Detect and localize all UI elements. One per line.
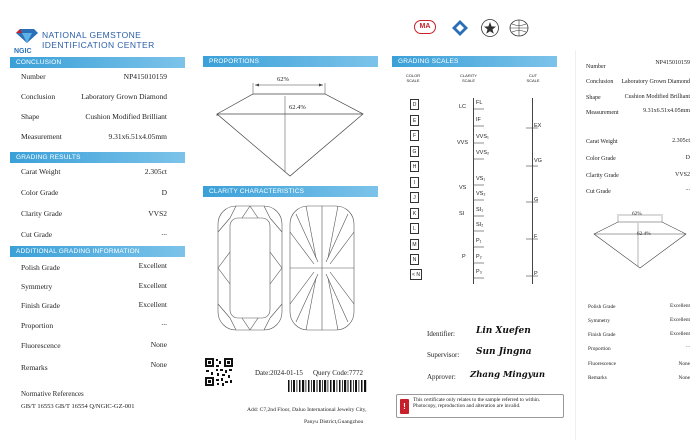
r-polish-value: Excellent	[669, 303, 690, 309]
finish-label: Finish Grade	[21, 301, 60, 310]
color-scale-k: K	[410, 208, 419, 219]
table-percent: 62%	[277, 76, 289, 83]
proportion-value: ...	[161, 318, 167, 327]
shape-label: Shape	[21, 112, 40, 121]
r-measurement-value: 9.31x6.51x4.05mm	[643, 108, 690, 114]
clarity-label: Clarity Grade	[21, 209, 63, 218]
identifier-signature: Lin Xuefen	[476, 326, 531, 336]
number-label: Number	[21, 72, 46, 81]
r-fluorescence-label: Fluorescence	[588, 361, 616, 367]
r-carat-value: 2.305ct	[672, 138, 690, 144]
normative-title: Normative References	[21, 390, 84, 398]
normative-refs: GB/T 16553 GB/T 16554 Q/NGIC-GZ-001	[21, 403, 135, 410]
cut-f: F	[534, 234, 538, 240]
panel-divider	[575, 50, 576, 440]
diamond-logo-icon	[14, 28, 40, 44]
proportion-label: Proportion	[21, 321, 54, 330]
warning-icon: !	[400, 399, 409, 414]
barcode-icon	[288, 380, 368, 392]
r-remarks-value: None	[678, 375, 690, 381]
measurement-value: 9.31x6.51x4.05mm	[108, 132, 167, 141]
org-line1: NATIONAL GEMSTONE	[42, 30, 142, 40]
cut-label: Cut Grade	[21, 230, 53, 239]
r-symmetry-label: Symmetry	[588, 318, 611, 324]
clarity-si2: SI₂	[476, 222, 484, 228]
r-conclusion-label: Conclusion	[586, 79, 614, 85]
r-number-label: Number	[586, 64, 606, 70]
org-line2: IDENTIFICATION CENTER	[42, 40, 155, 50]
approver-label: Approver:	[427, 373, 456, 381]
clarity-vs: VS	[459, 185, 467, 191]
finish-value: Excellent	[138, 300, 167, 309]
supervisor-signature: Sun Jingna	[476, 347, 532, 357]
r-measurement-label: Measurement	[586, 110, 619, 116]
r-polish-label: Polish Grade	[588, 304, 616, 310]
address-line1: Add: C7,2nd Floor, Daluo International Jewelry City,	[247, 407, 367, 413]
grading-results-bar: GRADING RESULTS	[10, 152, 185, 163]
clarity-vs1: VS₁	[476, 176, 486, 182]
clarity-value: VVS2	[148, 209, 167, 218]
clarity-scale-head: CLARITY SCALE	[460, 73, 477, 83]
identifier-label: Identifier:	[427, 330, 455, 338]
conclusion-bar: CONCLUSION	[10, 57, 185, 68]
color-scale-m: M	[410, 239, 419, 250]
r-clarity-label: Clarity Grade	[586, 173, 619, 179]
proportions-diagram	[205, 72, 375, 182]
address-line2: Panyu District,Guangzhou	[304, 419, 364, 425]
r-clarity-value: VVS2	[674, 172, 690, 178]
clarity-si: SI	[459, 211, 465, 217]
remarks-label: Remarks	[21, 363, 48, 372]
certification-badges	[414, 18, 539, 40]
color-scale-n: N	[410, 254, 419, 265]
clarity-if: IF	[476, 117, 481, 123]
r-color-value: D	[685, 155, 690, 161]
cut-g: G	[534, 197, 539, 203]
proportions-bar: PROPORTIONS	[203, 56, 378, 67]
carat-label: Carat Weight	[21, 167, 61, 176]
r-proportion-label: Proportion	[588, 346, 611, 352]
cut-value: ...	[161, 228, 167, 237]
cma-badge-icon: MA	[414, 20, 436, 34]
color-scale-below-n: < N	[410, 269, 422, 280]
ngic-logo	[14, 28, 40, 55]
r-cut-label: Cut Grade	[586, 189, 611, 195]
shape-value: Cushion Modified Brilliant	[85, 112, 167, 121]
clarity-p1: P₁	[476, 238, 482, 244]
conclusion-label: Conclusion	[21, 92, 56, 101]
cut-ex: EX	[534, 123, 542, 129]
clarity-p: P	[462, 254, 466, 260]
clarity-vvs: VVS	[457, 140, 469, 146]
color-value: D	[161, 188, 167, 197]
color-scale-l: L	[410, 223, 419, 234]
color-scale-h: H	[410, 161, 419, 172]
clarity-fl: FL	[476, 100, 483, 106]
disclaimer-text: This certificate only relates to the sample referred to within. Photocopy, reproduction and alteration are invalid.	[413, 397, 541, 410]
r-cut-value: ...	[685, 186, 690, 192]
r-shape-label: Shape	[586, 95, 601, 101]
r-depth-percent: 62.4%	[637, 231, 651, 237]
r-table-percent: 62%	[632, 211, 642, 217]
clarity-lc: LC	[459, 104, 467, 110]
cut-vg: VG	[534, 158, 542, 164]
r-number-value: NP415010159	[655, 60, 690, 66]
diamond-badge-icon	[450, 18, 470, 38]
clarity-vvs1: VVS₁	[476, 134, 489, 140]
clarity-si1: SI₁	[476, 207, 484, 213]
symmetry-label: Symmetry	[21, 282, 53, 291]
r-symmetry-value: Excellent	[669, 317, 690, 323]
r-proportion-value: ...	[686, 343, 690, 349]
r-shape-value: Cushion Modified Brilliant	[624, 94, 690, 100]
r-finish-value: Excellent	[669, 331, 690, 337]
carat-value: 2.305ct	[144, 167, 167, 176]
polish-label: Polish Grade	[21, 263, 60, 272]
r-finish-label: Finish Grade	[588, 332, 616, 338]
clarity-characteristics-bar: CLARITY CHARACTERISTICS	[203, 186, 378, 197]
clarity-vs2: VS₂	[476, 191, 486, 197]
color-scale-head: COLOR SCALE	[405, 73, 421, 83]
cut-scale-head: CUT SCALE	[526, 73, 540, 83]
r-proportions-diagram	[588, 208, 692, 270]
org-name	[42, 30, 155, 50]
r-color-label: Color Grade	[586, 156, 616, 162]
measurement-label: Measurement	[21, 132, 62, 141]
clarity-plot-diagram	[212, 202, 362, 334]
number-value: NP415010159	[123, 72, 167, 81]
star-badge-icon	[480, 18, 500, 38]
r-carat-label: Carat Weight	[586, 139, 618, 145]
remarks-value: None	[150, 360, 167, 369]
symmetry-value: Excellent	[138, 281, 167, 290]
query-code: Query Code:7772	[313, 369, 363, 377]
report-date: Date:2024-01-15	[255, 369, 303, 377]
cut-p: P	[534, 271, 538, 277]
color-scale-i: I	[410, 177, 419, 188]
r-remarks-label: Remarks	[588, 375, 607, 381]
grading-scales-bar: GRADING SCALES	[392, 56, 557, 67]
approver-signature: Zhang Mingyun	[470, 370, 546, 380]
conclusion-value: Laboratory Grown Diamond	[81, 92, 167, 101]
clarity-p2: P₂	[476, 254, 482, 260]
additional-bar: ADDITIONAL GRADING INFORMATION	[10, 246, 185, 257]
color-scale-j: J	[410, 192, 419, 203]
clarity-ticks	[474, 98, 486, 284]
r-fluorescence-value: None	[678, 361, 690, 367]
disclaimer-box	[396, 394, 564, 418]
logo-text: NGIC	[14, 48, 32, 55]
color-scale-f: F	[410, 130, 419, 141]
depth-percent: 62.4%	[289, 104, 306, 111]
globe-badge-icon	[508, 18, 530, 38]
qr-code-icon	[204, 357, 234, 387]
clarity-p3: P₃	[476, 269, 482, 275]
clarity-vvs2: VVS₂	[476, 150, 490, 156]
supervisor-label: Supervisor:	[427, 351, 460, 359]
color-label: Color Grade	[21, 188, 59, 197]
fluorescence-value: None	[150, 340, 167, 349]
cut-ticks	[526, 98, 540, 284]
polish-value: Excellent	[138, 261, 167, 270]
color-scale-d: D	[410, 99, 419, 110]
color-scale-g: G	[410, 146, 419, 157]
r-conclusion-value: Laboratory Grown Diamond	[621, 79, 690, 85]
color-scale-e: E	[410, 115, 419, 126]
fluorescence-label: Fluorescence	[21, 341, 61, 350]
